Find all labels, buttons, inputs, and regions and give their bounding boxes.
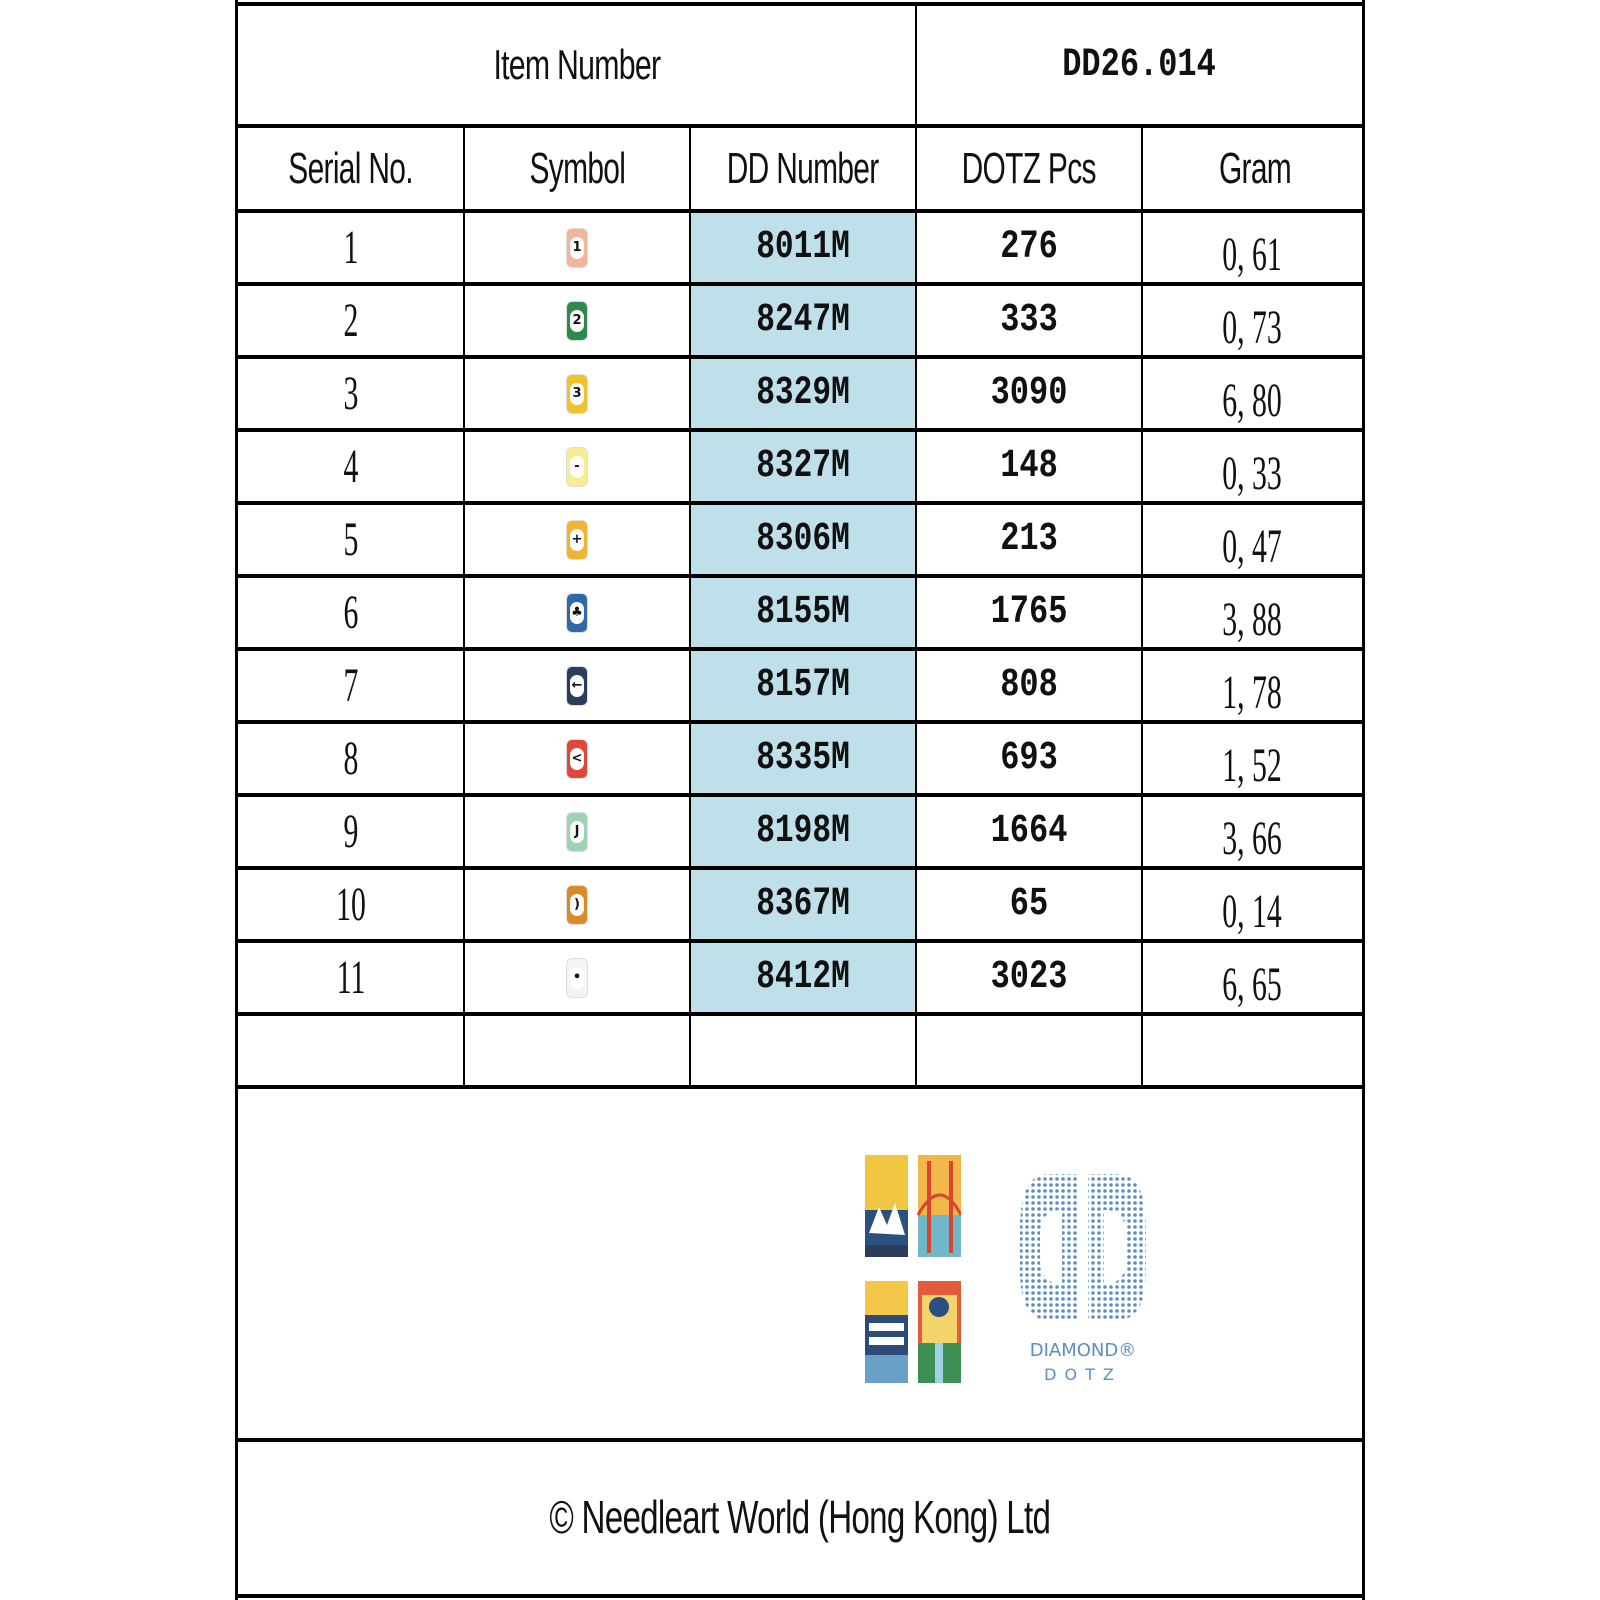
- dotz-pcs: 808: [1000, 663, 1058, 708]
- symbol-glyph: ): [570, 894, 584, 916]
- color-symbol-icon: [566, 739, 588, 779]
- gram-cell: [1142, 724, 1362, 793]
- gram-value: 0, 47: [1222, 520, 1282, 573]
- symbol-cell: [464, 724, 690, 793]
- serial-number: 8: [343, 732, 359, 785]
- diamond-dotz-logo-icon: [1018, 1170, 1148, 1400]
- dotz-pcs-cell: [916, 943, 1142, 1012]
- row-rule: [238, 1085, 1362, 1089]
- dd-number-cell: [690, 578, 916, 647]
- serial-number: 7: [343, 659, 359, 712]
- serial-number: 4: [343, 440, 359, 493]
- column-header-gram: [1142, 128, 1368, 209]
- serial-cell: [238, 797, 464, 866]
- serial-number: 6: [343, 586, 359, 639]
- color-symbol-icon: [566, 666, 588, 706]
- empty-cell: [1142, 1016, 1362, 1085]
- logo-text-diamond: DIAMOND®: [1029, 1340, 1137, 1361]
- gram-value: 0, 73: [1222, 301, 1282, 354]
- dotz-pcs-cell: [916, 651, 1142, 720]
- symbol-cell: [464, 870, 690, 939]
- dotz-pcs-cell: [916, 359, 1142, 428]
- color-symbol-icon: [566, 593, 588, 633]
- column-divider: [915, 124, 917, 1089]
- column-divider: [1141, 124, 1143, 1089]
- serial-cell: [238, 870, 464, 939]
- serial-cell: [238, 724, 464, 793]
- dotz-pcs-cell: [916, 870, 1142, 939]
- column-header-symbol: [464, 128, 690, 209]
- dotz-pcs: 276: [1000, 225, 1058, 270]
- gram-value: 0, 33: [1222, 447, 1282, 500]
- column-divider: [689, 124, 691, 1089]
- gram-value: 6, 65: [1222, 958, 1282, 1011]
- dd-number-cell: [690, 505, 916, 574]
- empty-cell: [916, 1016, 1142, 1085]
- dd-number-cell: [690, 943, 916, 1012]
- serial-number: 5: [343, 513, 359, 566]
- dd-number: 8011M: [756, 225, 850, 270]
- symbol-cell: [464, 432, 690, 501]
- gram-cell: [1142, 286, 1362, 355]
- dotz-pcs: 65: [1009, 882, 1049, 927]
- item-number-value: DD26.014: [1062, 42, 1217, 88]
- serial-cell: [238, 578, 464, 647]
- column-header-label: DOTZ Pcs: [961, 143, 1097, 193]
- dd-number-cell: [690, 870, 916, 939]
- empty-cell: [464, 1016, 690, 1085]
- dd-number-cell: [690, 286, 916, 355]
- dd-number: 8247M: [756, 298, 850, 343]
- serial-number: 3: [343, 367, 359, 420]
- serial-number: 11: [336, 951, 366, 1004]
- symbol-glyph: +: [570, 529, 584, 551]
- dd-number-cell: [690, 797, 916, 866]
- dotz-pcs-cell: [916, 432, 1142, 501]
- dd-number-cell: [690, 651, 916, 720]
- dd-number-cell: [690, 432, 916, 501]
- gram-value: 3, 66: [1222, 812, 1282, 865]
- serial-cell: [238, 943, 464, 1012]
- logo-text-dotz: DOTZ: [1044, 1365, 1122, 1384]
- color-symbol-icon: [566, 520, 588, 560]
- symbol-cell: [464, 286, 690, 355]
- serial-number: 10: [336, 878, 366, 931]
- symbol-cell: [464, 359, 690, 428]
- serial-cell: [238, 286, 464, 355]
- gram-cell: [1142, 870, 1362, 939]
- empty-cell: [238, 1016, 464, 1085]
- column-header-label: Serial No.: [288, 143, 414, 193]
- gram-cell: [1142, 943, 1362, 1012]
- dd-number: 8335M: [756, 736, 850, 781]
- dd-number: 8155M: [756, 590, 850, 635]
- dotz-pcs: 148: [1000, 444, 1058, 489]
- color-symbol-icon: [566, 301, 588, 341]
- gram-value: 0, 61: [1222, 228, 1282, 281]
- column-header-label: Symbol: [529, 143, 625, 193]
- gram-cell: [1142, 213, 1362, 282]
- gram-cell: [1142, 578, 1362, 647]
- color-chart-sheet: [235, 0, 1365, 1600]
- dotz-pcs: 1664: [990, 809, 1068, 854]
- dd-number: 8412M: [756, 955, 850, 1000]
- dotz-pcs-cell: [916, 505, 1142, 574]
- gram-value: 3, 88: [1222, 593, 1282, 646]
- color-symbol-icon: [566, 447, 588, 487]
- symbol-cell: [464, 651, 690, 720]
- item-number-value-cell: [917, 6, 1362, 124]
- copyright-text: © Needleart World (Hong Kong) Ltd: [549, 1491, 1051, 1543]
- symbol-cell: [464, 797, 690, 866]
- dotz-pcs-cell: [916, 286, 1142, 355]
- dd-number: 8329M: [756, 371, 850, 416]
- symbol-cell: [464, 505, 690, 574]
- column-header-label: DD Number: [727, 143, 879, 193]
- symbol-glyph: •: [570, 967, 584, 989]
- dotz-pcs-cell: [916, 578, 1142, 647]
- dd-number: 8327M: [756, 444, 850, 489]
- column-header-dotz-pcs: [916, 128, 1142, 209]
- serial-cell: [238, 213, 464, 282]
- serial-cell: [238, 432, 464, 501]
- item-number-label: Item Number: [493, 41, 660, 88]
- bottom-rule: [238, 1594, 1362, 1598]
- column-header-dd-number: [690, 128, 916, 209]
- symbol-cell: [464, 578, 690, 647]
- column-divider: [463, 124, 465, 1089]
- gram-value: 0, 14: [1222, 885, 1282, 938]
- dotz-pcs-cell: [916, 797, 1142, 866]
- dd-number: 8367M: [756, 882, 850, 927]
- symbol-glyph: 3: [570, 383, 584, 405]
- gram-value: 1, 52: [1222, 739, 1282, 792]
- item-number-label-cell: [238, 6, 915, 124]
- color-symbol-icon: [566, 812, 588, 852]
- empty-cell: [690, 1016, 916, 1085]
- dd-number: 8198M: [756, 809, 850, 854]
- dotz-pcs: 333: [1000, 298, 1058, 343]
- gram-cell: [1142, 359, 1362, 428]
- gram-value: 6, 80: [1222, 374, 1282, 427]
- column-header-serial-no: [238, 128, 464, 209]
- color-symbol-icon: [566, 885, 588, 925]
- serial-number: 2: [343, 294, 359, 347]
- symbol-glyph: ♣: [570, 602, 584, 624]
- color-symbol-icon: [566, 228, 588, 268]
- column-header-label: Gram: [1218, 143, 1292, 193]
- symbol-cell: [464, 943, 690, 1012]
- dd-number-cell: [690, 724, 916, 793]
- gram-cell: [1142, 432, 1362, 501]
- dotz-pcs: 693: [1000, 736, 1058, 781]
- symbol-glyph: -: [570, 456, 584, 478]
- color-symbol-icon: [566, 374, 588, 414]
- symbol-glyph: 1: [570, 237, 584, 259]
- serial-cell: [238, 651, 464, 720]
- dotz-pcs: 1765: [990, 590, 1068, 635]
- dd-number: 8306M: [756, 517, 850, 562]
- serial-cell: [238, 505, 464, 574]
- gram-cell: [1142, 797, 1362, 866]
- landmarks-artwork-icon: [865, 1155, 961, 1383]
- symbol-glyph: 2: [570, 310, 584, 332]
- dd-number: 8157M: [756, 663, 850, 708]
- gram-value: 1, 78: [1222, 666, 1282, 719]
- gram-cell: [1142, 651, 1362, 720]
- serial-cell: [238, 359, 464, 428]
- dd-number-cell: [690, 213, 916, 282]
- dd-number-cell: [690, 359, 916, 428]
- symbol-glyph: J: [570, 821, 584, 843]
- gram-cell: [1142, 505, 1362, 574]
- serial-number: 9: [343, 805, 359, 858]
- footer-cell: [238, 1442, 1362, 1592]
- dotz-pcs: 213: [1000, 517, 1058, 562]
- color-symbol-icon: [566, 958, 588, 998]
- dotz-pcs: 3023: [990, 955, 1068, 1000]
- dotz-pcs: 3090: [990, 371, 1068, 416]
- dotz-pcs-cell: [916, 724, 1142, 793]
- symbol-cell: [464, 213, 690, 282]
- dotz-pcs-cell: [916, 213, 1142, 282]
- symbol-glyph: ←: [570, 675, 584, 697]
- serial-number: 1: [343, 221, 359, 274]
- symbol-glyph: <: [570, 748, 584, 770]
